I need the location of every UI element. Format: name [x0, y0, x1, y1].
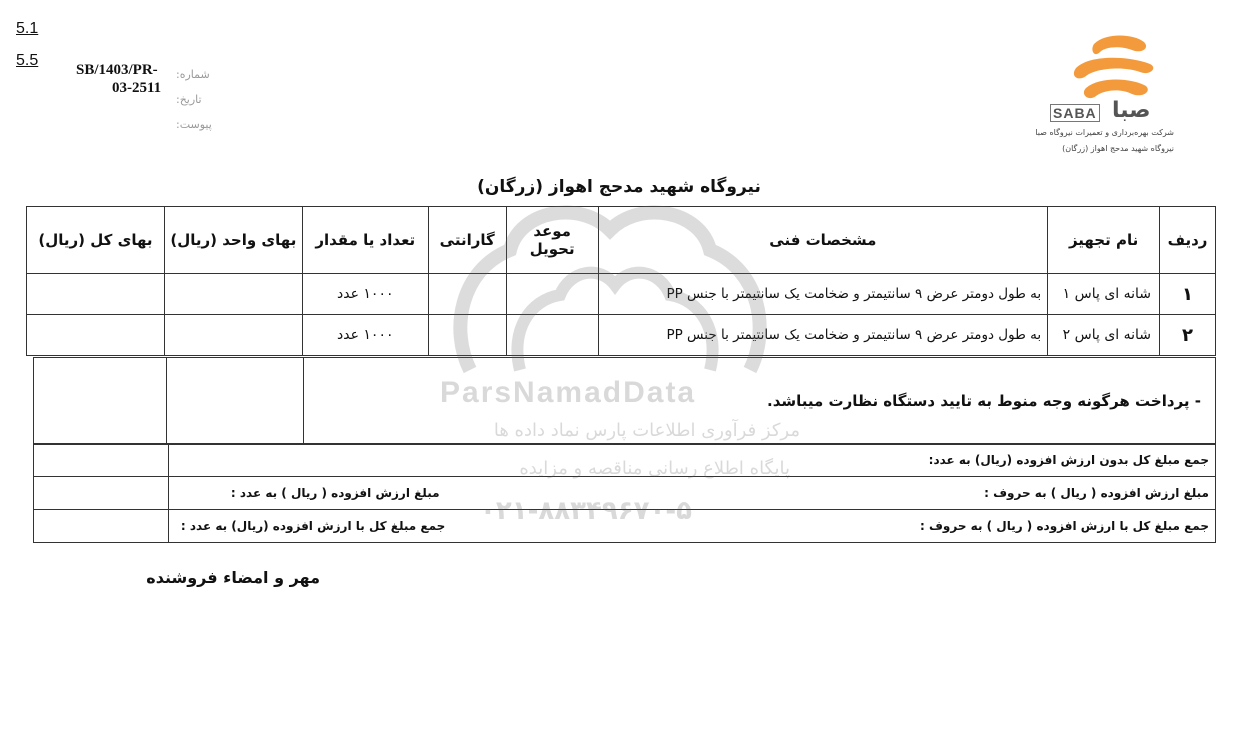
header-technical-specs: مشخصات فنی [598, 207, 1048, 274]
total-with-vat-numeric-label: جمع مبلغ کل با ارزش افزوده (ریال) به عدد : [180, 519, 446, 533]
header-delivery-date [506, 207, 598, 274]
vat-numeric-label: مبلغ ارزش افزوده ( ریال ) به عدد : [230, 486, 440, 500]
date-label: تاریخ: [176, 93, 202, 106]
totals-row [34, 477, 1216, 510]
technical-spec: به طول دومتر عرض ۹ سانتیمتر و ضخامت یک سانتیمتر با جنس PP [598, 274, 1048, 315]
total-without-vat-value[interactable] [34, 444, 169, 477]
unit-price-cell[interactable] [164, 315, 302, 356]
warranty-cell[interactable] [428, 315, 506, 356]
header-delivery-line2: تحویل [529, 240, 575, 258]
header-total-price: بهای کل (ریال) [27, 207, 165, 274]
warranty-cell[interactable] [428, 274, 506, 315]
number-label: شماره: [176, 68, 210, 81]
payment-note: - پرداخت هرگونه وجه منوط به تایید دستگاه نظارت میباشد. [303, 358, 1215, 445]
totals-table [33, 443, 1216, 543]
document-title: نیروگاه شهید مدحج اهواز (زرگان) [477, 177, 761, 197]
quantity-cell: ۱۰۰۰ عدد [302, 315, 428, 356]
quantity-cell: ۱۰۰۰ عدد [302, 274, 428, 315]
watermark-persian-line1: مرکز فرآوری اطلاعات پارس نماد داده ها [493, 420, 800, 441]
total-without-vat-cell [168, 444, 1215, 477]
side-number-1: 5.1 [16, 20, 39, 37]
watermark-latin: ParsNamadData [440, 376, 697, 409]
total-with-vat-value[interactable] [34, 510, 169, 543]
brand-persian: صبا [1112, 98, 1151, 123]
table-header-row [27, 207, 1216, 274]
table-row [27, 315, 1216, 356]
seller-signature-label: مهر و امضاء فروشنده [146, 568, 320, 587]
vat-words-label: مبلغ ارزش افزوده ( ریال ) به حروف : [984, 486, 1209, 500]
brand-latin: SABA [1050, 104, 1100, 122]
row-number: ۲ [1160, 315, 1216, 356]
document-number-line1: SB/1403/PR- [76, 62, 158, 78]
side-number-2: 5.5 [16, 52, 39, 69]
company-line: شرکت بهره‌برداری و تعمیرات نیروگاه صبا [1035, 128, 1174, 137]
note-empty-cell [166, 358, 303, 445]
watermark-phone: ۰۲۱-۸۸۳۴۹۶۷۰-۵ [480, 496, 693, 526]
total-price-cell[interactable] [27, 274, 165, 315]
items-table [26, 206, 1216, 356]
header-unit-price: بهای واحد (ریال) [164, 207, 302, 274]
vat-cell [168, 477, 1215, 510]
vat-value[interactable] [34, 477, 169, 510]
total-without-vat-label: جمع مبلغ کل بدون ارزش افزوده (ریال) به عدد: [928, 453, 1209, 467]
totals-row [34, 444, 1216, 477]
meta-block [70, 62, 230, 134]
totals-row [34, 510, 1216, 543]
unit-price-cell[interactable] [164, 274, 302, 315]
table-row [27, 274, 1216, 315]
technical-spec: به طول دومتر عرض ۹ سانتیمتر و ضخامت یک سانتیمتر با جنس PP [598, 315, 1048, 356]
header-quantity: تعداد یا مقدار [302, 207, 428, 274]
total-with-vat-words-label: جمع مبلغ کل با ارزش افزوده ( ریال ) به حروف : [920, 519, 1209, 533]
header-row-number: ردیف [1160, 207, 1216, 274]
note-table [33, 357, 1216, 445]
equipment-name: شانه ای پاس ۱ [1048, 274, 1160, 315]
total-with-vat-cell [168, 510, 1215, 543]
watermark-persian-line2: پایگاه اطلاع رسانی مناقصه و مزایده [519, 458, 790, 479]
total-price-cell[interactable] [27, 315, 165, 356]
delivery-cell[interactable] [506, 274, 598, 315]
equipment-name: شانه ای پاس ۲ [1048, 315, 1160, 356]
company-logo [1035, 30, 1186, 160]
header-warranty: گارانتی [428, 207, 506, 274]
header-equipment-name: نام تجهیز [1048, 207, 1160, 274]
plant-line: نیروگاه شهید مدحج اهواز (زرگان) [1062, 144, 1174, 153]
row-number: ۱ [1160, 274, 1216, 315]
note-empty-cell [34, 358, 167, 445]
document-number-line2: 03-2511 [112, 80, 162, 96]
delivery-cell[interactable] [506, 315, 598, 356]
attachment-label: پیوست: [176, 118, 212, 131]
header-delivery-line1: موعد [533, 222, 571, 240]
